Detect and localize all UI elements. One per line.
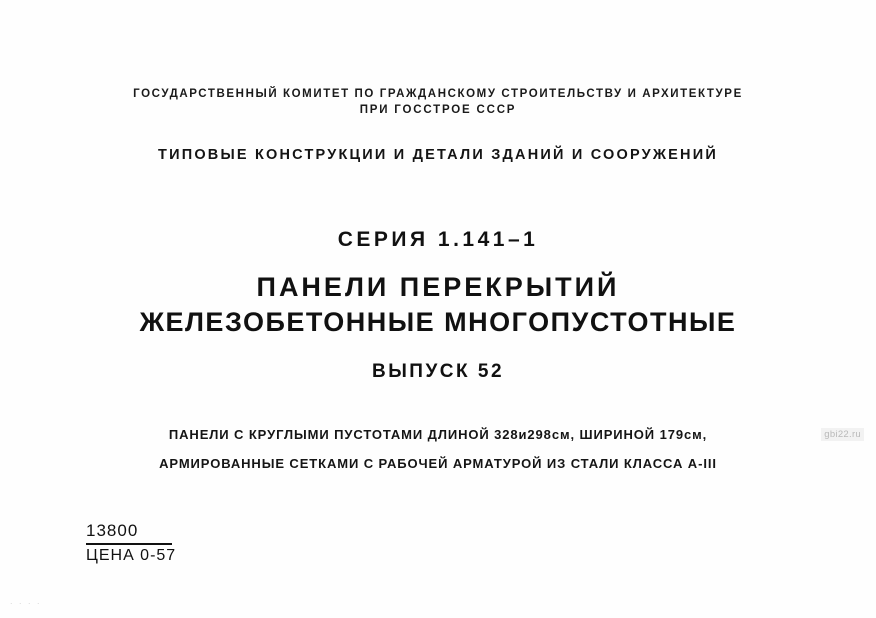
watermark: gbi22.ru <box>821 428 864 441</box>
series-number: СЕРИЯ 1.141–1 <box>337 228 539 251</box>
document-code: 13800 <box>86 521 139 540</box>
code-and-price <box>86 521 176 565</box>
code-underline <box>86 543 172 545</box>
series-subtitle: ТИПОВЫЕ КОНСТРУКЦИИ И ДЕТАЛИ ЗДАНИЙ И СООРУЖЕНИЙ <box>158 147 718 163</box>
page-title-line-1: ПАНЕЛИ ПЕРЕКРЫТИЙ <box>256 272 620 302</box>
price-label: ЦЕНА 0-57 <box>86 547 177 564</box>
scan-artifact: . . . . <box>10 596 42 606</box>
description-line-1: ПАНЕЛИ С КРУГЛЫМИ ПУСТОТАМИ ДЛИНОЙ 328и298см, ШИРИНОЙ 179см, <box>168 427 708 442</box>
authority-line-2: ПРИ ГОССТРОЕ СССР <box>359 104 517 116</box>
description-line-2: АРМИРОВАННЫЕ СЕТКАМИ С РАБОЧЕЙ АРМАТУРОЙ ИЗ СТАЛИ КЛАССА А-III <box>159 456 717 471</box>
issue-number: ВЫПУСК 52 <box>371 361 505 382</box>
page-title-line-2: ЖЕЛЕЗОБЕТОННЫЕ МНОГОПУСТОТНЫЕ <box>139 307 737 337</box>
authority-line-1: ГОСУДАРСТВЕННЫЙ КОМИТЕТ ПО ГРАЖДАНСКОМУ СТРОИТЕЛЬСТВУ И АРХИТЕКТУРЕ <box>133 88 743 100</box>
